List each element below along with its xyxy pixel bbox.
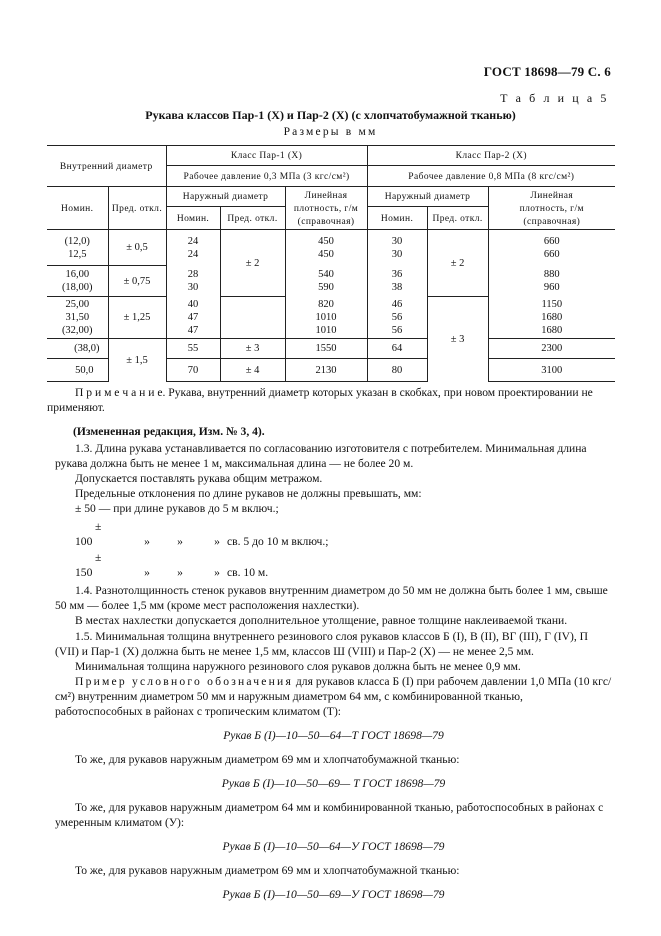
list-3: ± 150 » » » св. 10 м. (75, 551, 269, 579)
th-inner-diameter: Внутренний диаметр (47, 146, 166, 187)
otol-c: ± 3 (427, 297, 488, 382)
th-density1: Линейная плотность, г/м (справочная) (285, 187, 367, 230)
para-1-4: 1.4. Разнотолщинность стенок рукавов внутренним диаметром до 50 мм не должна быть более 1 мм, свыше 50 мм — более 1,5 мм (кроме мест расположения нахлестки). (55, 584, 608, 612)
table-row: (38,0) ± 1,5 55 ± 3 1550 64 2300 (47, 339, 615, 359)
page-header: ГОСТ 18698—79 С. 6 (483, 64, 611, 79)
dimensions-table (47, 145, 615, 382)
para-1-4b: В местах нахлестки допускается дополнительное утолщение, равное толщине наклеиваемой ткани. (75, 614, 568, 627)
formula-1: Рукав Б (I)—10—50—64—Т ГОСТ 18698—79 (223, 729, 444, 742)
th-class2: Класс Пар-2 (Х) (367, 146, 615, 166)
th-outer1: Наружный диаметр (166, 187, 285, 207)
table-caption: Рукава классов Пар-1 (Х) и Пар-2 (Х) (с хлопчатобумажной тканью) (145, 108, 516, 122)
table-row: 16,00 (18,00) ± 0,75 28 30 540 590 36 38 880 960 (47, 266, 615, 297)
otol-a: ± 2 (220, 230, 285, 297)
th-nomin2: Номин. (367, 207, 427, 230)
th-class1: Класс Пар-1 (Х) (166, 146, 367, 166)
example: Пример условного обозначения для рукавов класса Б (I) при рабочем давлении 1,0 МПа (10 кгс/см²) внутренним диаметром 50 мм и наружным диаметром 64 мм, с комбинированной тканью, работоспособных в районах с тропическим климатом (Т): (55, 675, 612, 718)
body-text (47, 385, 612, 902)
th-pressure2: Рабочее давление 0,8 МПа (8 кгс/см²) (367, 166, 615, 187)
list-1: ± 50 — при длине рукавов до 5 м включ.; (75, 502, 279, 515)
edit-note: (Измененная редакция, Изм. № 3, 4). (73, 425, 265, 438)
para-1-3: 1.3. Длина рукава устанавливается по согласованию изготовителя с потребителем. Минимальная длина рукава должна быть не менее 1 м, максимальная длина — не более 20 м. (55, 442, 587, 470)
formula-3: Рукав Б (I)—10—50—64—У ГОСТ 18698—79 (222, 840, 445, 853)
table-row: (12,0) 12,5 ± 0,5 24 24 ± 2 450 450 30 30 ± 2 660 660 (47, 230, 615, 266)
same-4: То же, для рукавов наружным диаметром 69 мм и хлопчатобумажной тканью: (75, 864, 460, 877)
para-1-5: 1.5. Минимальная толщина внутреннего резинового слоя рукавов классов Б (I), В (II), ВГ (III), Г (IV), П (VII) и Пар-1 (Х) должна быть не менее 1,5 мм, классов Ш (VIII) и Пар-2 (Х) — не менее 2,5 мм. (55, 630, 589, 658)
note: П р и м е ч а н и е. Рукава, внутренний диаметр которых указан в скобках, при новом проектировании не применяют. (47, 386, 593, 414)
th-nomin: Номин. (47, 187, 108, 230)
th-pred: Пред. откл. (108, 187, 166, 230)
th-nomin1: Номин. (166, 207, 220, 230)
th-density2: Линейная плотность, г/м (справочная) (488, 187, 615, 230)
th-pressure1: Рабочее давление 0,3 МПа (3 кгс/см²) (166, 166, 367, 187)
table-row: 50,0 70 ± 4 2130 80 3100 (47, 359, 615, 382)
formula-2: Рукав Б (I)—10—50—69— Т ГОСТ 18698—79 (221, 777, 446, 790)
same-3: То же, для рукавов наружным диаметром 64 мм и комбинированной тканью, работоспособных в районах с умеренным климатом (У): (55, 801, 604, 829)
th-pred1: Пред. откл. (220, 207, 285, 230)
list-2: ± 100 » » » св. 5 до 10 м включ.; (75, 520, 329, 548)
same-2: То же, для рукавов наружным диаметром 69 мм и хлопчатобумажной тканью: (75, 753, 460, 766)
para-1-3b: Допускается поставлять рукава общим метражом. (75, 472, 323, 485)
table-subcaption: Размеры в мм (283, 126, 378, 138)
th-outer2: Наружный диаметр (367, 187, 488, 207)
para-1-3c: Предельные отклонения по длине рукавов не должны превышать, мм: (75, 487, 422, 500)
para-1-5b: Минимальная толщина наружного резинового слоя рукавов должна быть не менее 0,9 мм. (75, 660, 521, 673)
table-row: 25,00 31,50 (32,00) ± 1,25 40 47 47 820 1010 1010 46 56 56 ± 3 1150 1680 1680 (47, 297, 615, 339)
table-number: Т а б л и ц а 5 (500, 91, 609, 105)
otol-b: ± 2 (427, 230, 488, 297)
formula-4: Рукав Б (I)—10—50—69—У ГОСТ 18698—79 (222, 888, 445, 901)
th-pred2: Пред. откл. (427, 207, 488, 230)
